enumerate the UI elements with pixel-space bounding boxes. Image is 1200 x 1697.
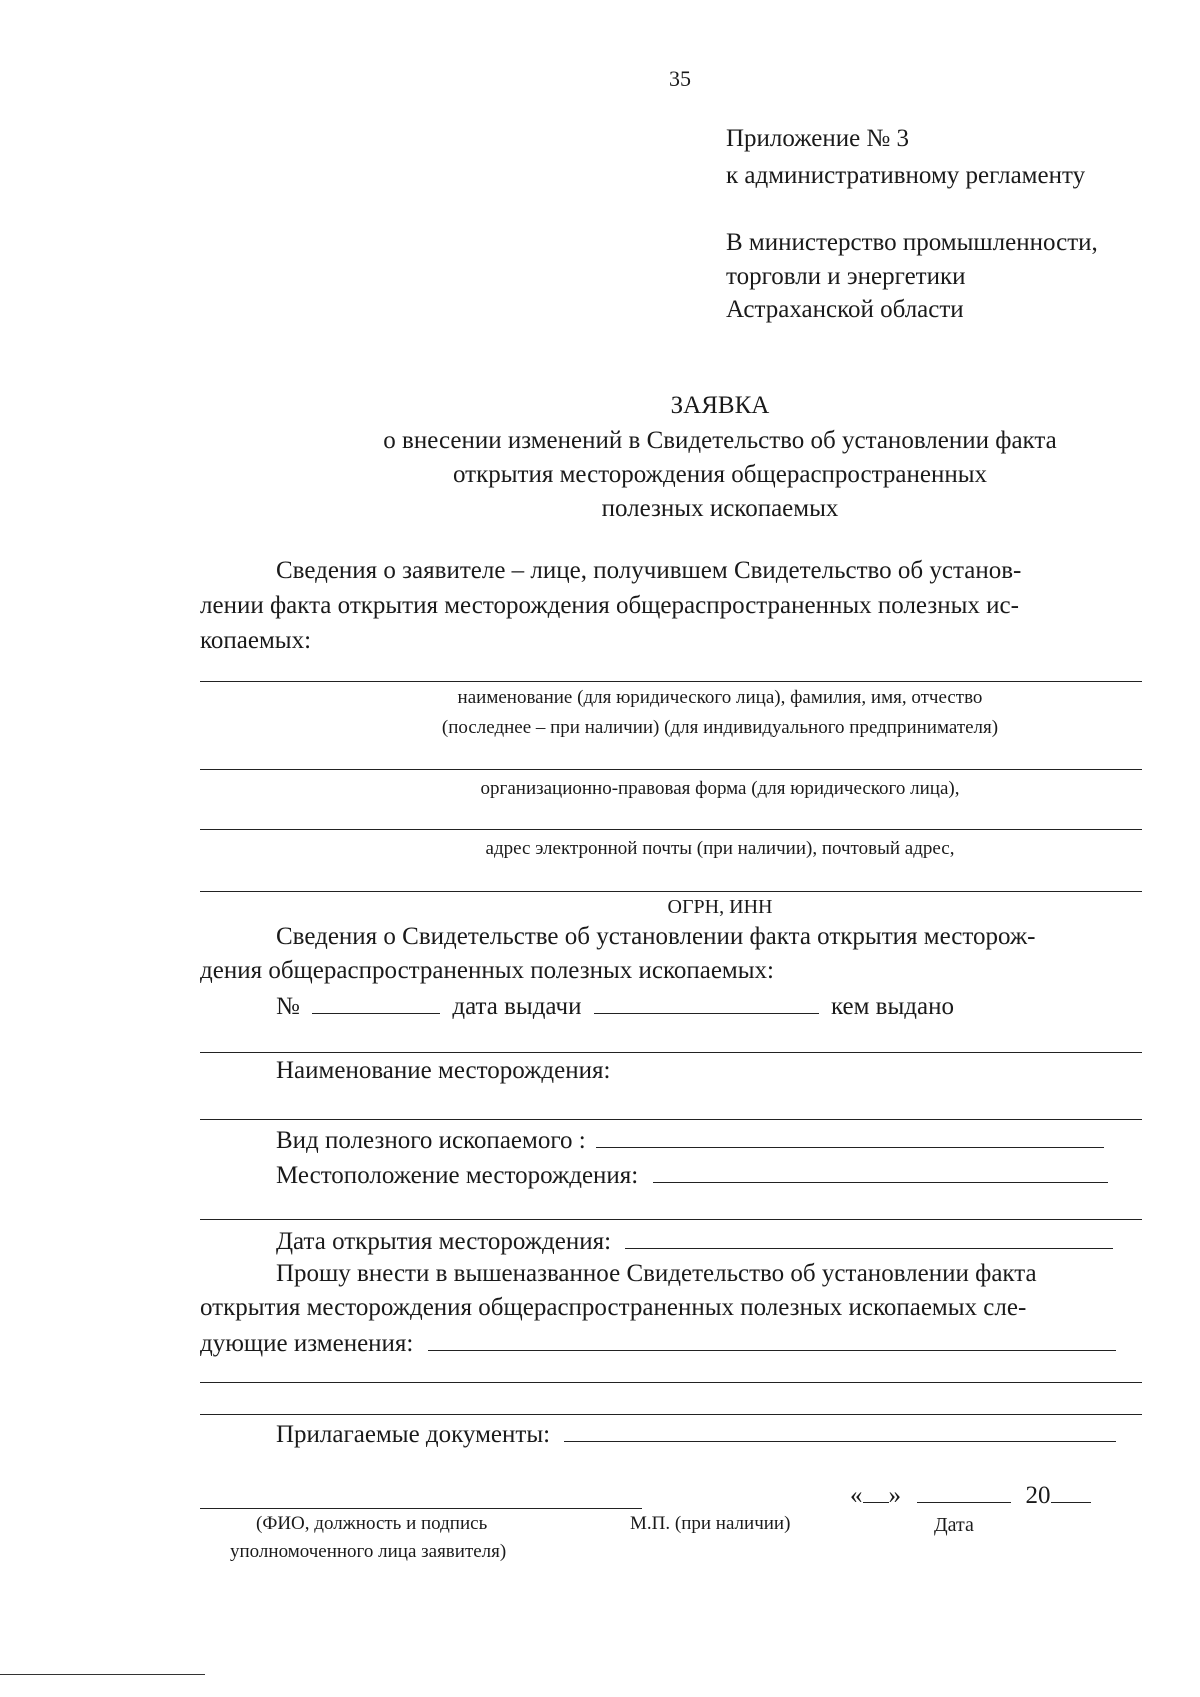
request-line-3: дующие изменения: [200, 1330, 414, 1357]
number-label: № [276, 993, 300, 1020]
date-open-quote: « [850, 1482, 863, 1509]
location-field[interactable] [653, 1160, 1108, 1183]
request-line-1: Прошу внести в вышеназванное Свидетельство об установлении факта [276, 1260, 1037, 1287]
mineral-type-row [276, 1125, 1104, 1155]
certificate-details-row [276, 991, 954, 1021]
date-day-field[interactable] [863, 1480, 889, 1503]
attachments-row [276, 1419, 1116, 1449]
mineral-type-label: Вид полезного ископаемого : [276, 1127, 586, 1154]
applicant-name-field[interactable] [200, 681, 1142, 682]
changes-field-line-3[interactable] [200, 1414, 1142, 1415]
issuer-field[interactable] [200, 1052, 1142, 1053]
hint-form: организационно-правовая форма (для юридического лица), [480, 778, 960, 799]
title-line-2: открытия месторождения общераспространенных [452, 461, 987, 488]
certificate-number-field[interactable] [312, 991, 440, 1014]
applicant-intro-line-1: Сведения о заявителе – лице, получившем Свидетельство об установ- [276, 557, 1022, 584]
changes-field[interactable] [428, 1328, 1116, 1351]
document-title: ЗАЯВКА [670, 392, 770, 419]
discovery-date-row [276, 1226, 1113, 1256]
date-year-field[interactable] [1051, 1480, 1091, 1503]
hint-name-2: (последнее – при наличии) (для индивидуального предпринимателя) [441, 717, 999, 738]
deposit-name-field[interactable] [200, 1119, 1142, 1120]
year-prefix: 20 [1025, 1482, 1051, 1509]
issuer-label: кем выдано [830, 993, 954, 1020]
applicant-form-field[interactable] [200, 769, 1142, 770]
date-month-field[interactable] [917, 1480, 1011, 1503]
attachments-field[interactable] [564, 1419, 1116, 1442]
date-row [850, 1480, 1091, 1510]
regulation-label: к административному регламенту [726, 162, 1086, 189]
title-line-1: о внесении изменений в Свидетельство об установлении факта [383, 427, 1057, 454]
certificate-intro-line-2: дения общераспространенных полезных ископаемых: [200, 957, 774, 984]
location-row [276, 1160, 1108, 1190]
addressee-line-3: Астраханской области [726, 296, 964, 323]
discovery-date-label: Дата открытия месторождения: [276, 1228, 612, 1255]
hint-name-1: наименование (для юридического лица), фамилия, имя, отчество [457, 687, 983, 708]
hint-address: адрес электронной почты (при наличии), почтовый адрес, [485, 838, 955, 859]
applicant-address-field[interactable] [200, 829, 1142, 830]
discovery-date-field[interactable] [625, 1226, 1113, 1249]
location-label: Местоположение месторождения: [276, 1162, 639, 1189]
signature-field[interactable] [200, 1508, 642, 1509]
mineral-type-field[interactable] [596, 1125, 1104, 1148]
request-line-3-row [200, 1328, 1116, 1358]
issue-date-field[interactable] [594, 991, 819, 1014]
page-number: 35 [669, 66, 691, 91]
attachments-label: Прилагаемые документы: [276, 1421, 551, 1448]
applicant-intro-line-3: копаемых: [200, 627, 312, 654]
hint-ogrn: ОГРН, ИНН [667, 896, 773, 918]
deposit-name-label: Наименование месторождения: [276, 1057, 611, 1084]
applicant-ogrn-field[interactable] [200, 891, 1142, 892]
addressee-line-1: В министерство промышленности, [726, 229, 1098, 256]
issue-date-label: дата выдачи [452, 993, 582, 1020]
date-hint: Дата [934, 1514, 974, 1536]
applicant-intro-line-2: лении факта открытия месторождения общераспространенных полезных ис- [200, 592, 1019, 619]
changes-field-line-2[interactable] [200, 1382, 1142, 1383]
location-field-line-2[interactable] [200, 1219, 1142, 1220]
signature-hint-1: (ФИО, должность и подпись [256, 1513, 488, 1534]
appendix-label: Приложение № 3 [726, 125, 910, 152]
title-line-3: полезных ископаемых [601, 495, 839, 522]
request-line-2: открытия месторождения общераспространенных полезных ископаемых сле- [200, 1294, 1027, 1321]
seal-hint: М.П. (при наличии) [630, 1513, 791, 1534]
certificate-intro-line-1: Сведения о Свидетельстве об установлении факта открытия месторож- [276, 923, 1036, 950]
addressee-line-2: торговли и энергетики [726, 263, 966, 290]
scan-edge-line [0, 1674, 205, 1675]
signature-hint-2: уполномоченного лица заявителя) [230, 1541, 507, 1562]
date-close-quote: » [888, 1482, 901, 1509]
